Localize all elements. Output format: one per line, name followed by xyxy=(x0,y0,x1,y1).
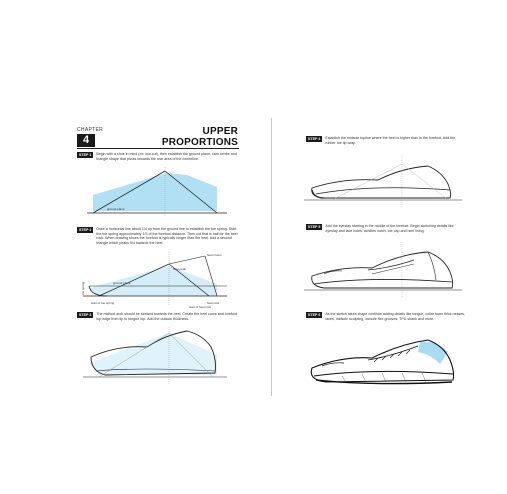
step-text: The midfoot arch should be skewed towards the heel. Create the heel curve and forefoot top edge from tip to tongue top. Add the outsole thickness. xyxy=(96,312,237,321)
label-ground-plane-2: ground plane xyxy=(113,281,131,285)
step-6 xyxy=(306,312,466,321)
step-6-diagram xyxy=(302,330,467,392)
step-text: As the sketch takes shape continue adding details like tongue, collar foam thick-nesses, laces, midsole sculpting, outsole flex grooves, TPU shank and more. xyxy=(325,312,465,321)
chapter-label: CHAPTER xyxy=(77,127,103,133)
label-last: LAST xyxy=(197,176,205,180)
label-heel-peak: heel peak xyxy=(173,267,187,271)
label-start-toe-spring: start of toe spring xyxy=(91,301,115,305)
page-title-line2: PROPORTIONS xyxy=(161,137,238,148)
chapter-number: 4 xyxy=(77,134,95,147)
step-badge: STEP 1 xyxy=(79,153,92,157)
step-5 xyxy=(306,224,466,233)
step-badge: STEP 6 xyxy=(308,313,321,317)
step-5-diagram xyxy=(302,240,467,300)
step-3-diagram xyxy=(77,325,239,387)
step-text: Add the eyestay starting in the middle of the forefoot. Begin sketching details like eyestay and lace holes, achilles notch, toe cap and heel lining. xyxy=(325,224,454,233)
step-4-diagram xyxy=(302,154,467,212)
step-2-diagram xyxy=(77,250,239,310)
step-4 xyxy=(306,136,466,145)
step-1-diagram xyxy=(77,165,239,220)
step-3 xyxy=(77,312,239,321)
title-rule xyxy=(77,148,239,149)
step-text: Draw a horizontal line about 1/4 up from the ground line to establish the toe spring. Start the toe spring approximately 1/3 of the forefoot distance. Then cut that in half for the heel rock. When drawing shoes the forefoot is typically longer than the heel. Add a second triangle which peaks 9/4 towards the heel. xyxy=(96,227,238,245)
label-heel-rock: heel rock xyxy=(207,301,220,305)
label-start-heel-rock: start of heel rock xyxy=(189,305,212,309)
step-badge: STEP 4 xyxy=(308,137,321,141)
label-toe-spring: toe spring xyxy=(81,281,85,295)
page-gutter xyxy=(271,118,272,396)
step-badge: STEP 2 xyxy=(79,228,92,232)
label-ground-plane: ground plane xyxy=(107,207,125,211)
step-text: Begin with a shoe in mind (ex: low-cut), then establish the ground plane, cam centre and triangle shape that pivots towards the rear area of the centreline. xyxy=(96,152,237,161)
step-2 xyxy=(77,227,239,245)
page-title-line1: UPPER xyxy=(202,126,238,137)
step-badge: STEP 3 xyxy=(79,313,92,317)
step-badge: STEP 5 xyxy=(308,225,321,229)
step-text: Establish the midsole topline where the heel is higher than in the forefoot. Add the rubber toe tip wrap. xyxy=(325,136,456,145)
label-heel-crown: heel crown xyxy=(207,253,222,257)
step-1 xyxy=(77,152,239,161)
